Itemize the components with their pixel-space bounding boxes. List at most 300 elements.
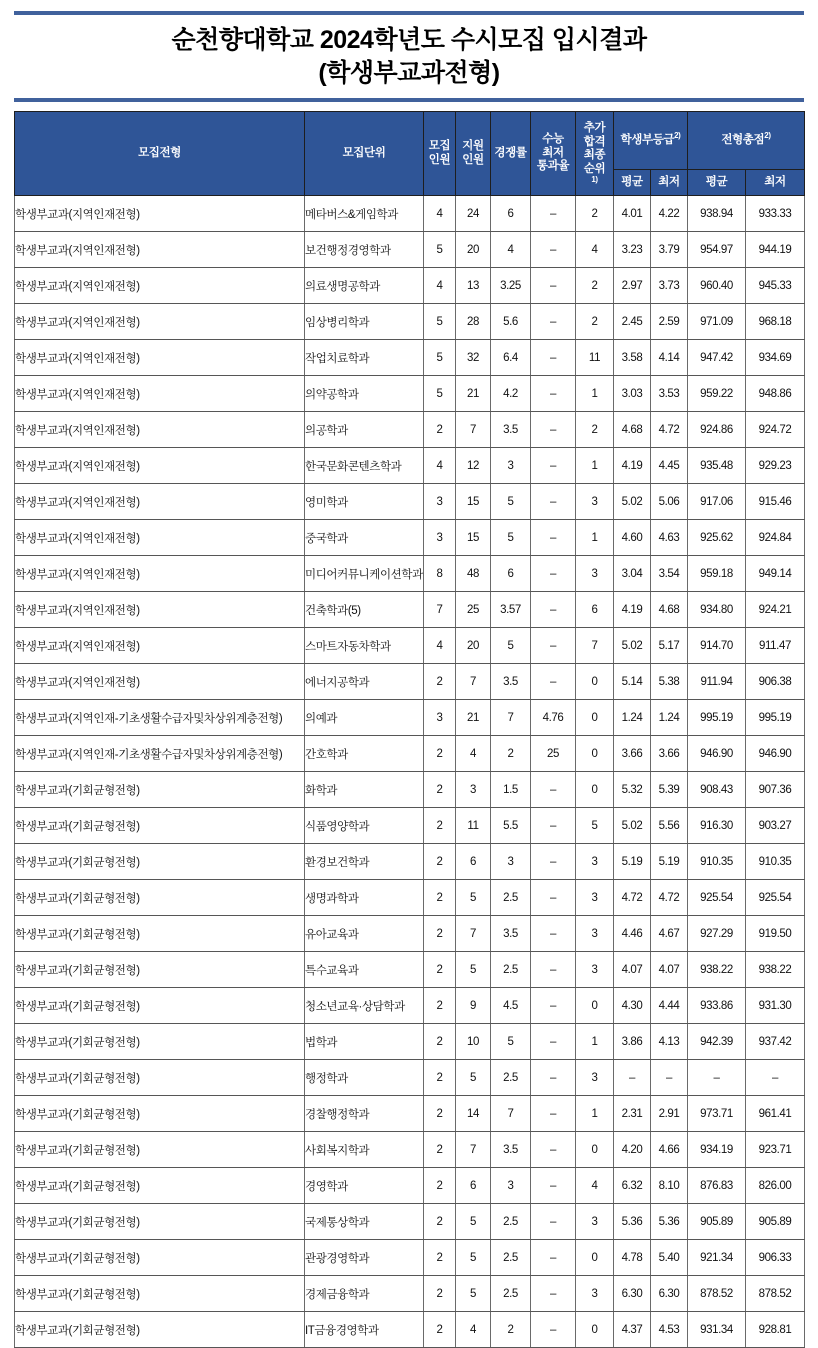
cell-score-lowest: 924.84 bbox=[746, 520, 805, 556]
cell-grade-average: 6.30 bbox=[614, 1276, 651, 1312]
cell-score-lowest: 878.52 bbox=[746, 1276, 805, 1312]
cell-applicants: 3 bbox=[456, 772, 491, 808]
cell-grade-lowest: 5.40 bbox=[651, 1240, 688, 1276]
cell-competition-ratio: 3.5 bbox=[491, 1132, 531, 1168]
cell-admission-type: 학생부교과(기회균형전형) bbox=[15, 772, 305, 808]
cell-score-lowest: 903.27 bbox=[746, 808, 805, 844]
cell-admission-type: 학생부교과(기회균형전형) bbox=[15, 880, 305, 916]
cell-applicants: 21 bbox=[456, 376, 491, 412]
cell-grade-average: 4.07 bbox=[614, 952, 651, 988]
cell-csat-min-pass-rate: – bbox=[531, 412, 576, 448]
cell-additional-pass-rank: 2 bbox=[576, 412, 614, 448]
cell-competition-ratio: 5.5 bbox=[491, 808, 531, 844]
table-row bbox=[15, 988, 805, 1024]
cell-grade-average: 4.19 bbox=[614, 448, 651, 484]
cell-quota: 2 bbox=[424, 736, 456, 772]
cell-admission-type: 학생부교과(기회균형전형) bbox=[15, 1168, 305, 1204]
cell-grade-average: 5.02 bbox=[614, 808, 651, 844]
cell-grade-lowest: 3.66 bbox=[651, 736, 688, 772]
cell-grade-lowest: 2.91 bbox=[651, 1096, 688, 1132]
cell-score-average: 946.90 bbox=[688, 736, 746, 772]
cell-admission-type: 학생부교과(지역인재전형) bbox=[15, 412, 305, 448]
cell-department: 건축학과(5) bbox=[305, 592, 424, 628]
cell-competition-ratio: 2.5 bbox=[491, 1060, 531, 1096]
cell-applicants: 5 bbox=[456, 1204, 491, 1240]
cell-quota: 5 bbox=[424, 232, 456, 268]
cell-additional-pass-rank: 11 bbox=[576, 340, 614, 376]
cell-competition-ratio: 6.4 bbox=[491, 340, 531, 376]
cell-additional-pass-rank: 0 bbox=[576, 736, 614, 772]
cell-grade-lowest: 5.19 bbox=[651, 844, 688, 880]
cell-grade-average: 5.02 bbox=[614, 628, 651, 664]
cell-score-lowest: 910.35 bbox=[746, 844, 805, 880]
col-header-addpass-line1: 추가 bbox=[583, 121, 606, 134]
cell-competition-ratio: 2.5 bbox=[491, 952, 531, 988]
cell-csat-min-pass-rate: – bbox=[531, 1168, 576, 1204]
cell-additional-pass-rank: 3 bbox=[576, 844, 614, 880]
cell-quota: 2 bbox=[424, 844, 456, 880]
cell-grade-lowest: 4.63 bbox=[651, 520, 688, 556]
cell-grade-lowest: 4.07 bbox=[651, 952, 688, 988]
cell-grade-average: 4.68 bbox=[614, 412, 651, 448]
cell-csat-min-pass-rate: – bbox=[531, 844, 576, 880]
table-row bbox=[15, 1132, 805, 1168]
table-row bbox=[15, 916, 805, 952]
cell-additional-pass-rank: 0 bbox=[576, 1312, 614, 1348]
cell-applicants: 7 bbox=[456, 412, 491, 448]
cell-grade-average: 4.20 bbox=[614, 1132, 651, 1168]
cell-admission-type: 학생부교과(기회균형전형) bbox=[15, 844, 305, 880]
cell-additional-pass-rank: 1 bbox=[576, 1096, 614, 1132]
cell-department: 에너지공학과 bbox=[305, 664, 424, 700]
cell-grade-average: 4.01 bbox=[614, 196, 651, 232]
col-header-applicants-line1: 지원 bbox=[462, 139, 484, 152]
cell-score-lowest: 929.23 bbox=[746, 448, 805, 484]
table-row bbox=[15, 664, 805, 700]
cell-csat-min-pass-rate: – bbox=[531, 376, 576, 412]
cell-csat-min-pass-rate: – bbox=[531, 952, 576, 988]
cell-competition-ratio: 4.2 bbox=[491, 376, 531, 412]
cell-admission-type: 학생부교과(기회균형전형) bbox=[15, 988, 305, 1024]
cell-grade-average: 2.45 bbox=[614, 304, 651, 340]
cell-department: 유아교육과 bbox=[305, 916, 424, 952]
cell-grade-average: 5.36 bbox=[614, 1204, 651, 1240]
cell-admission-type: 학생부교과(지역인재전형) bbox=[15, 196, 305, 232]
cell-department: 작업치료학과 bbox=[305, 340, 424, 376]
cell-quota: 2 bbox=[424, 880, 456, 916]
cell-admission-type: 학생부교과(지역인재전형) bbox=[15, 304, 305, 340]
cell-admission-type: 학생부교과(기회균형전형) bbox=[15, 916, 305, 952]
cell-score-average: 938.94 bbox=[688, 196, 746, 232]
cell-competition-ratio: 2 bbox=[491, 736, 531, 772]
cell-competition-ratio: 3.5 bbox=[491, 664, 531, 700]
cell-admission-type: 학생부교과(기회균형전형) bbox=[15, 1060, 305, 1096]
cell-grade-average: 4.46 bbox=[614, 916, 651, 952]
title-divider-rule bbox=[14, 98, 804, 102]
cell-csat-min-pass-rate: 25 bbox=[531, 736, 576, 772]
cell-department: 행정학과 bbox=[305, 1060, 424, 1096]
cell-admission-type: 학생부교과(지역인재전형) bbox=[15, 268, 305, 304]
cell-competition-ratio: 3.25 bbox=[491, 268, 531, 304]
cell-department: 법학과 bbox=[305, 1024, 424, 1060]
cell-department: 의약공학과 bbox=[305, 376, 424, 412]
cell-applicants: 10 bbox=[456, 1024, 491, 1060]
cell-applicants: 21 bbox=[456, 700, 491, 736]
cell-additional-pass-rank: 0 bbox=[576, 772, 614, 808]
cell-score-lowest: 919.50 bbox=[746, 916, 805, 952]
cell-grade-average: 2.97 bbox=[614, 268, 651, 304]
cell-quota: 2 bbox=[424, 1204, 456, 1240]
cell-competition-ratio: 3.5 bbox=[491, 916, 531, 952]
cell-department: 특수교육과 bbox=[305, 952, 424, 988]
cell-quota: 4 bbox=[424, 628, 456, 664]
cell-admission-type: 학생부교과(기회균형전형) bbox=[15, 952, 305, 988]
cell-quota: 2 bbox=[424, 988, 456, 1024]
table-row bbox=[15, 556, 805, 592]
cell-score-lowest: 911.47 bbox=[746, 628, 805, 664]
cell-quota: 5 bbox=[424, 304, 456, 340]
cell-competition-ratio: 3 bbox=[491, 844, 531, 880]
cell-score-lowest: 945.33 bbox=[746, 268, 805, 304]
cell-grade-lowest: 6.30 bbox=[651, 1276, 688, 1312]
cell-score-average: 927.29 bbox=[688, 916, 746, 952]
cell-csat-min-pass-rate: – bbox=[531, 304, 576, 340]
cell-applicants: 7 bbox=[456, 916, 491, 952]
cell-quota: 2 bbox=[424, 772, 456, 808]
cell-grade-lowest: 4.13 bbox=[651, 1024, 688, 1060]
cell-additional-pass-rank: 6 bbox=[576, 592, 614, 628]
cell-department: 경영학과 bbox=[305, 1168, 424, 1204]
cell-admission-type: 학생부교과(기회균형전형) bbox=[15, 1096, 305, 1132]
cell-department: 환경보건학과 bbox=[305, 844, 424, 880]
cell-department: 스마트자동차학과 bbox=[305, 628, 424, 664]
cell-csat-min-pass-rate: – bbox=[531, 1276, 576, 1312]
cell-competition-ratio: 4.5 bbox=[491, 988, 531, 1024]
cell-additional-pass-rank: 0 bbox=[576, 988, 614, 1024]
table-row bbox=[15, 700, 805, 736]
cell-grade-lowest: 5.17 bbox=[651, 628, 688, 664]
cell-score-lowest: 931.30 bbox=[746, 988, 805, 1024]
cell-quota: 7 bbox=[424, 592, 456, 628]
cell-competition-ratio: 2.5 bbox=[491, 880, 531, 916]
col-header-additional-pass-rank bbox=[576, 112, 614, 196]
cell-score-average: 917.06 bbox=[688, 484, 746, 520]
cell-score-lowest: 928.81 bbox=[746, 1312, 805, 1348]
table-row bbox=[15, 268, 805, 304]
cell-csat-min-pass-rate: – bbox=[531, 232, 576, 268]
cell-score-average: 959.18 bbox=[688, 556, 746, 592]
cell-admission-type: 학생부교과(지역인재전형) bbox=[15, 340, 305, 376]
cell-csat-min-pass-rate: – bbox=[531, 448, 576, 484]
cell-admission-type: 학생부교과(지역인재-기초생활수급자및차상위계층전형) bbox=[15, 700, 305, 736]
table-row bbox=[15, 880, 805, 916]
cell-quota: 2 bbox=[424, 952, 456, 988]
cell-csat-min-pass-rate: – bbox=[531, 628, 576, 664]
cell-score-lowest: – bbox=[746, 1060, 805, 1096]
col-header-total-score-footnote: 2) bbox=[764, 130, 771, 140]
cell-competition-ratio: 2.5 bbox=[491, 1276, 531, 1312]
cell-applicants: 13 bbox=[456, 268, 491, 304]
cell-additional-pass-rank: 1 bbox=[576, 448, 614, 484]
cell-applicants: 20 bbox=[456, 628, 491, 664]
table-row bbox=[15, 592, 805, 628]
cell-csat-min-pass-rate: – bbox=[531, 664, 576, 700]
cell-csat-min-pass-rate: – bbox=[531, 1024, 576, 1060]
cell-quota: 2 bbox=[424, 1240, 456, 1276]
col-header-school-record-grade-footnote: 2) bbox=[674, 130, 681, 140]
page-title bbox=[0, 15, 818, 91]
cell-additional-pass-rank: 1 bbox=[576, 376, 614, 412]
cell-csat-min-pass-rate: 4.76 bbox=[531, 700, 576, 736]
cell-quota: 3 bbox=[424, 484, 456, 520]
table-row bbox=[15, 1024, 805, 1060]
cell-grade-lowest: 5.38 bbox=[651, 664, 688, 700]
cell-applicants: 28 bbox=[456, 304, 491, 340]
cell-admission-type: 학생부교과(지역인재전형) bbox=[15, 448, 305, 484]
cell-department: 국제통상학과 bbox=[305, 1204, 424, 1240]
cell-grade-lowest: 4.22 bbox=[651, 196, 688, 232]
cell-admission-type: 학생부교과(기회균형전형) bbox=[15, 1132, 305, 1168]
cell-applicants: 7 bbox=[456, 664, 491, 700]
cell-score-lowest: 907.36 bbox=[746, 772, 805, 808]
cell-applicants: 5 bbox=[456, 1060, 491, 1096]
cell-score-lowest: 948.86 bbox=[746, 376, 805, 412]
cell-quota: 4 bbox=[424, 448, 456, 484]
cell-grade-lowest: 3.73 bbox=[651, 268, 688, 304]
table-body bbox=[15, 196, 805, 1348]
col-header-csat-line3: 통과율 bbox=[536, 160, 570, 173]
cell-grade-lowest: 4.44 bbox=[651, 988, 688, 1024]
cell-score-lowest: 906.33 bbox=[746, 1240, 805, 1276]
col-header-applicants bbox=[456, 112, 491, 196]
cell-score-average: 959.22 bbox=[688, 376, 746, 412]
cell-score-lowest: 938.22 bbox=[746, 952, 805, 988]
cell-department: 사회복지학과 bbox=[305, 1132, 424, 1168]
table-row bbox=[15, 1276, 805, 1312]
cell-score-lowest: 933.33 bbox=[746, 196, 805, 232]
cell-grade-lowest: 5.56 bbox=[651, 808, 688, 844]
cell-grade-average: 3.86 bbox=[614, 1024, 651, 1060]
table-row bbox=[15, 1168, 805, 1204]
cell-department: 영미학과 bbox=[305, 484, 424, 520]
cell-quota: 2 bbox=[424, 664, 456, 700]
cell-department: 의예과 bbox=[305, 700, 424, 736]
col-header-admission-type: 모집전형 bbox=[15, 112, 305, 196]
col-header-csat-min-pass-rate bbox=[531, 112, 576, 196]
cell-score-average: 910.35 bbox=[688, 844, 746, 880]
cell-admission-type: 학생부교과(지역인재전형) bbox=[15, 556, 305, 592]
cell-admission-type: 학생부교과(기회균형전형) bbox=[15, 1024, 305, 1060]
cell-department: 간호학과 bbox=[305, 736, 424, 772]
col-header-competition-ratio: 경쟁률 bbox=[491, 112, 531, 196]
cell-score-lowest: 826.00 bbox=[746, 1168, 805, 1204]
col-header-csat-line2: 최저 bbox=[542, 146, 564, 159]
col-header-grade-lowest: 최저 bbox=[651, 170, 688, 196]
cell-admission-type: 학생부교과(기회균형전형) bbox=[15, 808, 305, 844]
cell-additional-pass-rank: 3 bbox=[576, 1276, 614, 1312]
cell-applicants: 48 bbox=[456, 556, 491, 592]
cell-grade-lowest: 4.72 bbox=[651, 880, 688, 916]
cell-quota: 2 bbox=[424, 1276, 456, 1312]
cell-applicants: 20 bbox=[456, 232, 491, 268]
cell-department: 메타버스&게임학과 bbox=[305, 196, 424, 232]
cell-competition-ratio: 5 bbox=[491, 1024, 531, 1060]
col-header-addpass-line3: 최종 bbox=[583, 149, 606, 162]
cell-csat-min-pass-rate: – bbox=[531, 268, 576, 304]
cell-csat-min-pass-rate: – bbox=[531, 1240, 576, 1276]
table-row bbox=[15, 412, 805, 448]
cell-score-average: 954.97 bbox=[688, 232, 746, 268]
cell-additional-pass-rank: 3 bbox=[576, 916, 614, 952]
cell-applicants: 6 bbox=[456, 844, 491, 880]
cell-grade-lowest: 3.54 bbox=[651, 556, 688, 592]
cell-admission-type: 학생부교과(지역인재전형) bbox=[15, 484, 305, 520]
cell-grade-lowest: 4.53 bbox=[651, 1312, 688, 1348]
cell-admission-type: 학생부교과(기회균형전형) bbox=[15, 1240, 305, 1276]
cell-grade-average: 4.30 bbox=[614, 988, 651, 1024]
cell-score-lowest: 944.19 bbox=[746, 232, 805, 268]
cell-additional-pass-rank: 1 bbox=[576, 520, 614, 556]
col-header-score-lowest: 최저 bbox=[746, 170, 805, 196]
cell-grade-lowest: 3.79 bbox=[651, 232, 688, 268]
cell-competition-ratio: 5 bbox=[491, 484, 531, 520]
cell-quota: 5 bbox=[424, 340, 456, 376]
table-row bbox=[15, 844, 805, 880]
cell-score-average: 971.09 bbox=[688, 304, 746, 340]
cell-score-lowest: 949.14 bbox=[746, 556, 805, 592]
cell-score-lowest: 937.42 bbox=[746, 1024, 805, 1060]
cell-additional-pass-rank: 0 bbox=[576, 1132, 614, 1168]
cell-score-lowest: 924.72 bbox=[746, 412, 805, 448]
cell-score-lowest: 924.21 bbox=[746, 592, 805, 628]
cell-csat-min-pass-rate: – bbox=[531, 808, 576, 844]
cell-grade-average: 5.14 bbox=[614, 664, 651, 700]
table-row bbox=[15, 1096, 805, 1132]
cell-quota: 8 bbox=[424, 556, 456, 592]
cell-grade-average: 5.02 bbox=[614, 484, 651, 520]
table-row bbox=[15, 520, 805, 556]
cell-department: 관광경영학과 bbox=[305, 1240, 424, 1276]
cell-competition-ratio: 3 bbox=[491, 1168, 531, 1204]
cell-additional-pass-rank: 3 bbox=[576, 556, 614, 592]
cell-department: 의료생명공학과 bbox=[305, 268, 424, 304]
cell-score-average: 876.83 bbox=[688, 1168, 746, 1204]
cell-score-lowest: 968.18 bbox=[746, 304, 805, 340]
col-header-quota-line2: 인원 bbox=[428, 153, 451, 166]
cell-applicants: 12 bbox=[456, 448, 491, 484]
cell-admission-type: 학생부교과(지역인재전형) bbox=[15, 592, 305, 628]
cell-csat-min-pass-rate: – bbox=[531, 520, 576, 556]
cell-grade-average: 4.72 bbox=[614, 880, 651, 916]
cell-department: 임상병리학과 bbox=[305, 304, 424, 340]
cell-competition-ratio: 2.5 bbox=[491, 1240, 531, 1276]
cell-csat-min-pass-rate: – bbox=[531, 916, 576, 952]
cell-csat-min-pass-rate: – bbox=[531, 196, 576, 232]
table-row bbox=[15, 1204, 805, 1240]
cell-grade-average: 4.19 bbox=[614, 592, 651, 628]
cell-quota: 2 bbox=[424, 916, 456, 952]
col-header-department: 모집단위 bbox=[305, 112, 424, 196]
col-header-school-record-grade-text: 학생부등급 bbox=[620, 133, 675, 146]
col-header-score-average: 평균 bbox=[688, 170, 746, 196]
cell-csat-min-pass-rate: – bbox=[531, 556, 576, 592]
cell-applicants: 32 bbox=[456, 340, 491, 376]
table-row bbox=[15, 628, 805, 664]
cell-additional-pass-rank: 5 bbox=[576, 808, 614, 844]
cell-additional-pass-rank: 3 bbox=[576, 880, 614, 916]
table-row bbox=[15, 808, 805, 844]
cell-admission-type: 학생부교과(지역인재-기초생활수급자및차상위계층전형) bbox=[15, 736, 305, 772]
cell-csat-min-pass-rate: – bbox=[531, 1132, 576, 1168]
cell-competition-ratio: 7 bbox=[491, 700, 531, 736]
cell-quota: 4 bbox=[424, 196, 456, 232]
cell-additional-pass-rank: 1 bbox=[576, 1024, 614, 1060]
cell-applicants: 5 bbox=[456, 1276, 491, 1312]
cell-score-average: 924.86 bbox=[688, 412, 746, 448]
table-row bbox=[15, 232, 805, 268]
cell-additional-pass-rank: 2 bbox=[576, 304, 614, 340]
cell-grade-average: – bbox=[614, 1060, 651, 1096]
cell-score-average: 931.34 bbox=[688, 1312, 746, 1348]
cell-grade-lowest: 4.45 bbox=[651, 448, 688, 484]
cell-grade-average: 4.37 bbox=[614, 1312, 651, 1348]
admissions-results-page bbox=[0, 11, 818, 1337]
col-header-total-score bbox=[688, 112, 805, 170]
cell-grade-average: 3.58 bbox=[614, 340, 651, 376]
cell-grade-lowest: 5.39 bbox=[651, 772, 688, 808]
cell-grade-average: 1.24 bbox=[614, 700, 651, 736]
table-row bbox=[15, 952, 805, 988]
cell-admission-type: 학생부교과(지역인재전형) bbox=[15, 628, 305, 664]
cell-additional-pass-rank: 3 bbox=[576, 484, 614, 520]
cell-quota: 2 bbox=[424, 1060, 456, 1096]
cell-department: 의공학과 bbox=[305, 412, 424, 448]
cell-additional-pass-rank: 3 bbox=[576, 1060, 614, 1096]
cell-csat-min-pass-rate: – bbox=[531, 592, 576, 628]
col-header-addpass-line4: 순위 bbox=[583, 162, 606, 175]
cell-competition-ratio: 7 bbox=[491, 1096, 531, 1132]
cell-applicants: 24 bbox=[456, 196, 491, 232]
cell-grade-average: 4.78 bbox=[614, 1240, 651, 1276]
cell-csat-min-pass-rate: – bbox=[531, 340, 576, 376]
cell-competition-ratio: 5 bbox=[491, 628, 531, 664]
col-header-total-score-text: 전형총점 bbox=[721, 133, 765, 146]
cell-grade-lowest: 5.36 bbox=[651, 1204, 688, 1240]
cell-score-average: 960.40 bbox=[688, 268, 746, 304]
cell-department: 미디어커뮤니케이션학과 bbox=[305, 556, 424, 592]
cell-department: 보건행정경영학과 bbox=[305, 232, 424, 268]
cell-applicants: 25 bbox=[456, 592, 491, 628]
cell-score-lowest: 946.90 bbox=[746, 736, 805, 772]
cell-grade-average: 3.03 bbox=[614, 376, 651, 412]
cell-additional-pass-rank: 4 bbox=[576, 1168, 614, 1204]
cell-grade-lowest: 2.59 bbox=[651, 304, 688, 340]
cell-score-average: 934.80 bbox=[688, 592, 746, 628]
col-header-quota bbox=[424, 112, 456, 196]
col-header-csat-line1: 수능 bbox=[542, 133, 564, 146]
cell-csat-min-pass-rate: – bbox=[531, 880, 576, 916]
cell-grade-average: 2.31 bbox=[614, 1096, 651, 1132]
cell-quota: 2 bbox=[424, 1096, 456, 1132]
table-row bbox=[15, 304, 805, 340]
cell-applicants: 5 bbox=[456, 880, 491, 916]
cell-grade-lowest: 4.72 bbox=[651, 412, 688, 448]
cell-csat-min-pass-rate: – bbox=[531, 772, 576, 808]
admissions-results-table bbox=[14, 111, 805, 1348]
cell-competition-ratio: 5 bbox=[491, 520, 531, 556]
cell-competition-ratio: 6 bbox=[491, 196, 531, 232]
cell-applicants: 4 bbox=[456, 1312, 491, 1348]
